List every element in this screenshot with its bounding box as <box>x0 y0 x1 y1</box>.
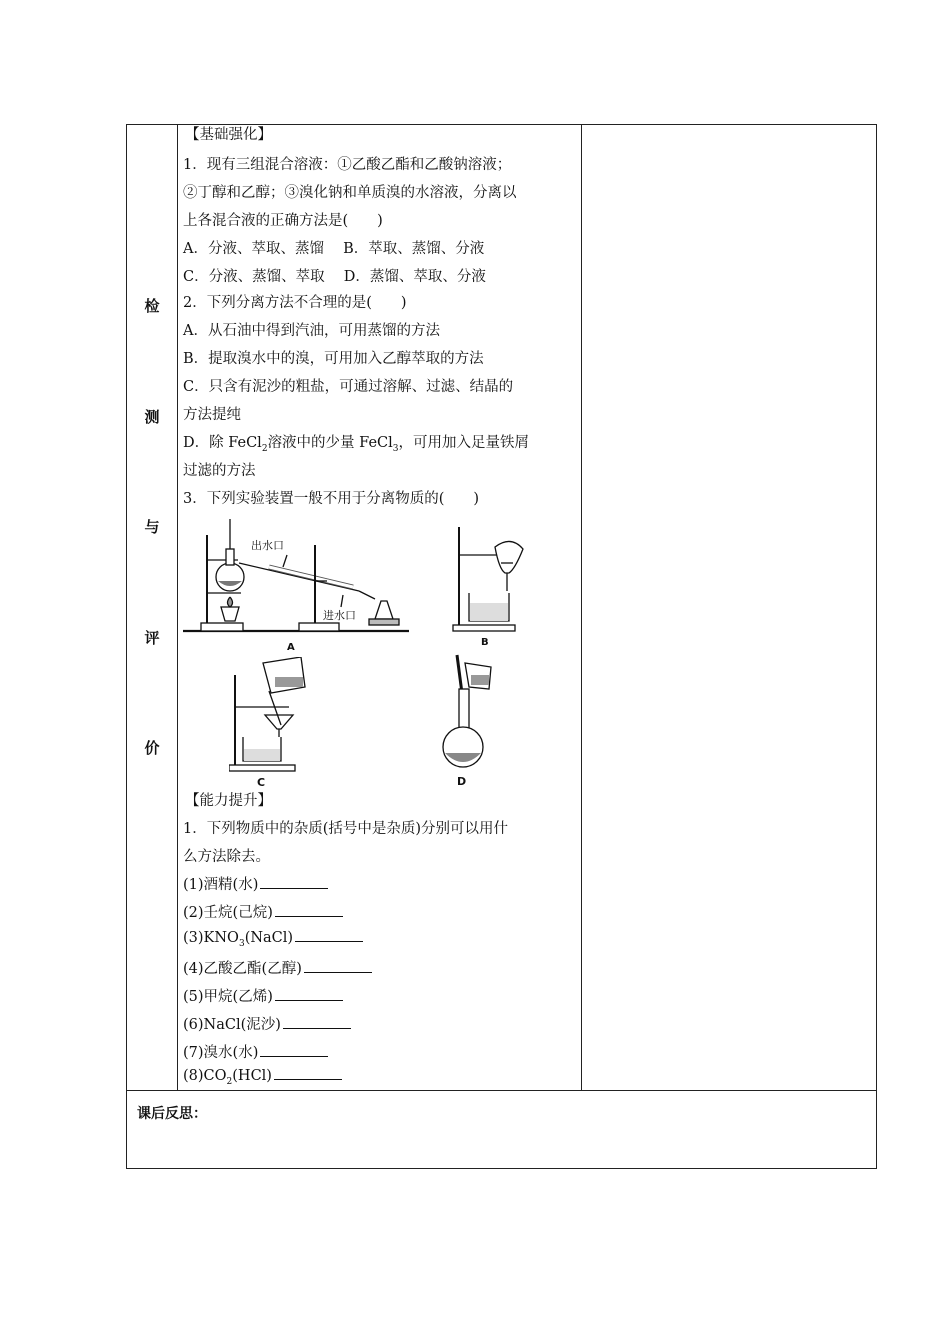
q3-stem: 3．下列实验装置一般不用于分离物质的( ) <box>183 491 480 507</box>
q1-options-row: C．分液、蒸馏、萃取 D．蒸馏、萃取、分液 <box>183 269 486 285</box>
figure-label-b: B <box>481 637 489 647</box>
inlet-label: 进水口 <box>323 609 356 622</box>
adv-item <box>183 985 343 1006</box>
section-heading-basic: 【基础强化】 <box>185 127 272 143</box>
adv-stem-line: 1．下列物质中的杂质(括号中是杂质)分别可以用什 <box>183 821 509 837</box>
adv-item-text: (6)NaCl(泥沙) <box>183 1017 281 1033</box>
adv-item-text: (1)酒精(水) <box>183 877 259 893</box>
section-label <box>127 125 177 1090</box>
q2-option-c-cont: 方法提纯 <box>183 407 241 423</box>
section-label-char: 评 <box>144 629 160 647</box>
worksheet-table <box>126 124 877 1169</box>
subscript: 2 <box>226 1076 233 1087</box>
q1-stem-line: 1．现有三组混合溶液：①乙酸乙酯和乙酸钠溶液； <box>183 157 512 173</box>
outlet-label: 出水口 <box>251 539 284 552</box>
answer-blank[interactable] <box>275 988 343 1001</box>
adv-item-text: (8)CO <box>183 1068 227 1084</box>
adv-item-text: (2)壬烷(己烷) <box>183 905 273 921</box>
adv-stem-line: 么方法除去。 <box>183 849 270 865</box>
q2-option-d <box>183 431 529 454</box>
reflection-label: 课后反思： <box>137 1106 207 1122</box>
q2-option-d-text: 溶液中的少量 FeCl <box>267 435 393 451</box>
reflection-area[interactable] <box>127 1125 876 1167</box>
adv-item <box>183 901 343 922</box>
figure-label-c: C <box>257 776 266 789</box>
q2-option-c: C．只含有泥沙的粗盐，可通过溶解、过滤、结晶的 <box>183 379 514 395</box>
adv-item <box>183 929 363 949</box>
q1-stem-line: 上各混合液的正确方法是( ) <box>183 213 383 229</box>
q2-option-a: A．从石油中得到汽油，可用蒸馏的方法 <box>183 323 440 339</box>
q2-option-d-text: ，可用加入足量铁屑 <box>398 435 529 451</box>
adv-item <box>183 1041 328 1062</box>
answer-blank[interactable] <box>274 1067 342 1080</box>
adv-item-text: (7)溴水(水) <box>183 1045 259 1061</box>
figure-label-a: A <box>287 642 295 653</box>
answer-blank[interactable] <box>295 929 363 942</box>
answer-blank[interactable] <box>304 960 372 973</box>
adv-item-text: (HCl) <box>232 1068 272 1084</box>
answer-blank[interactable] <box>260 876 328 889</box>
section-label-char: 价 <box>144 739 160 757</box>
q1-options-row: A．分液、萃取、蒸馏 B．萃取、蒸馏、分液 <box>183 241 485 257</box>
label-column-divider <box>177 125 178 1090</box>
adv-item <box>183 957 372 978</box>
adv-item-text: (3)KNO <box>183 930 239 946</box>
adv-item <box>183 1013 351 1034</box>
answer-blank[interactable] <box>260 1044 328 1057</box>
figure-label-d: D <box>457 775 467 788</box>
adv-item-text: (4)乙酸乙酯(乙醇) <box>183 961 302 977</box>
reflection-row-divider <box>127 1090 876 1091</box>
q1-stem-line: ②丁醇和乙醇；③溴化钠和单质溴的水溶液，分离以 <box>183 185 517 201</box>
subscript: 2 <box>261 443 268 454</box>
subscript: 3 <box>238 938 245 949</box>
q2-option-b: B．提取溴水中的溴，可用加入乙醇萃取的方法 <box>183 351 484 367</box>
subscript: 3 <box>392 443 399 454</box>
section-label-char: 检 <box>144 297 160 315</box>
adv-item-text: (NaCl) <box>244 930 294 946</box>
apparatus-figure <box>229 657 319 789</box>
apparatus-figure <box>451 517 531 647</box>
q2-stem: 2．下列分离方法不合理的是( ) <box>183 295 407 311</box>
adv-item <box>183 1067 342 1087</box>
answer-blank[interactable] <box>275 904 343 917</box>
q2-option-d-cont: 过滤的方法 <box>183 463 256 479</box>
adv-item <box>183 873 328 894</box>
section-label-char: 测 <box>144 408 160 426</box>
section-heading-advanced: 【能力提升】 <box>185 793 272 809</box>
apparatus-figure <box>433 653 505 789</box>
section-label-char: 与 <box>144 518 160 536</box>
apparatus-figure <box>183 515 411 653</box>
adv-item-text: (5)甲烷(乙烯) <box>183 989 273 1005</box>
notes-column[interactable] <box>582 125 876 1089</box>
q2-option-d-text: D．除 FeCl <box>183 435 262 451</box>
answer-blank[interactable] <box>283 1016 351 1029</box>
